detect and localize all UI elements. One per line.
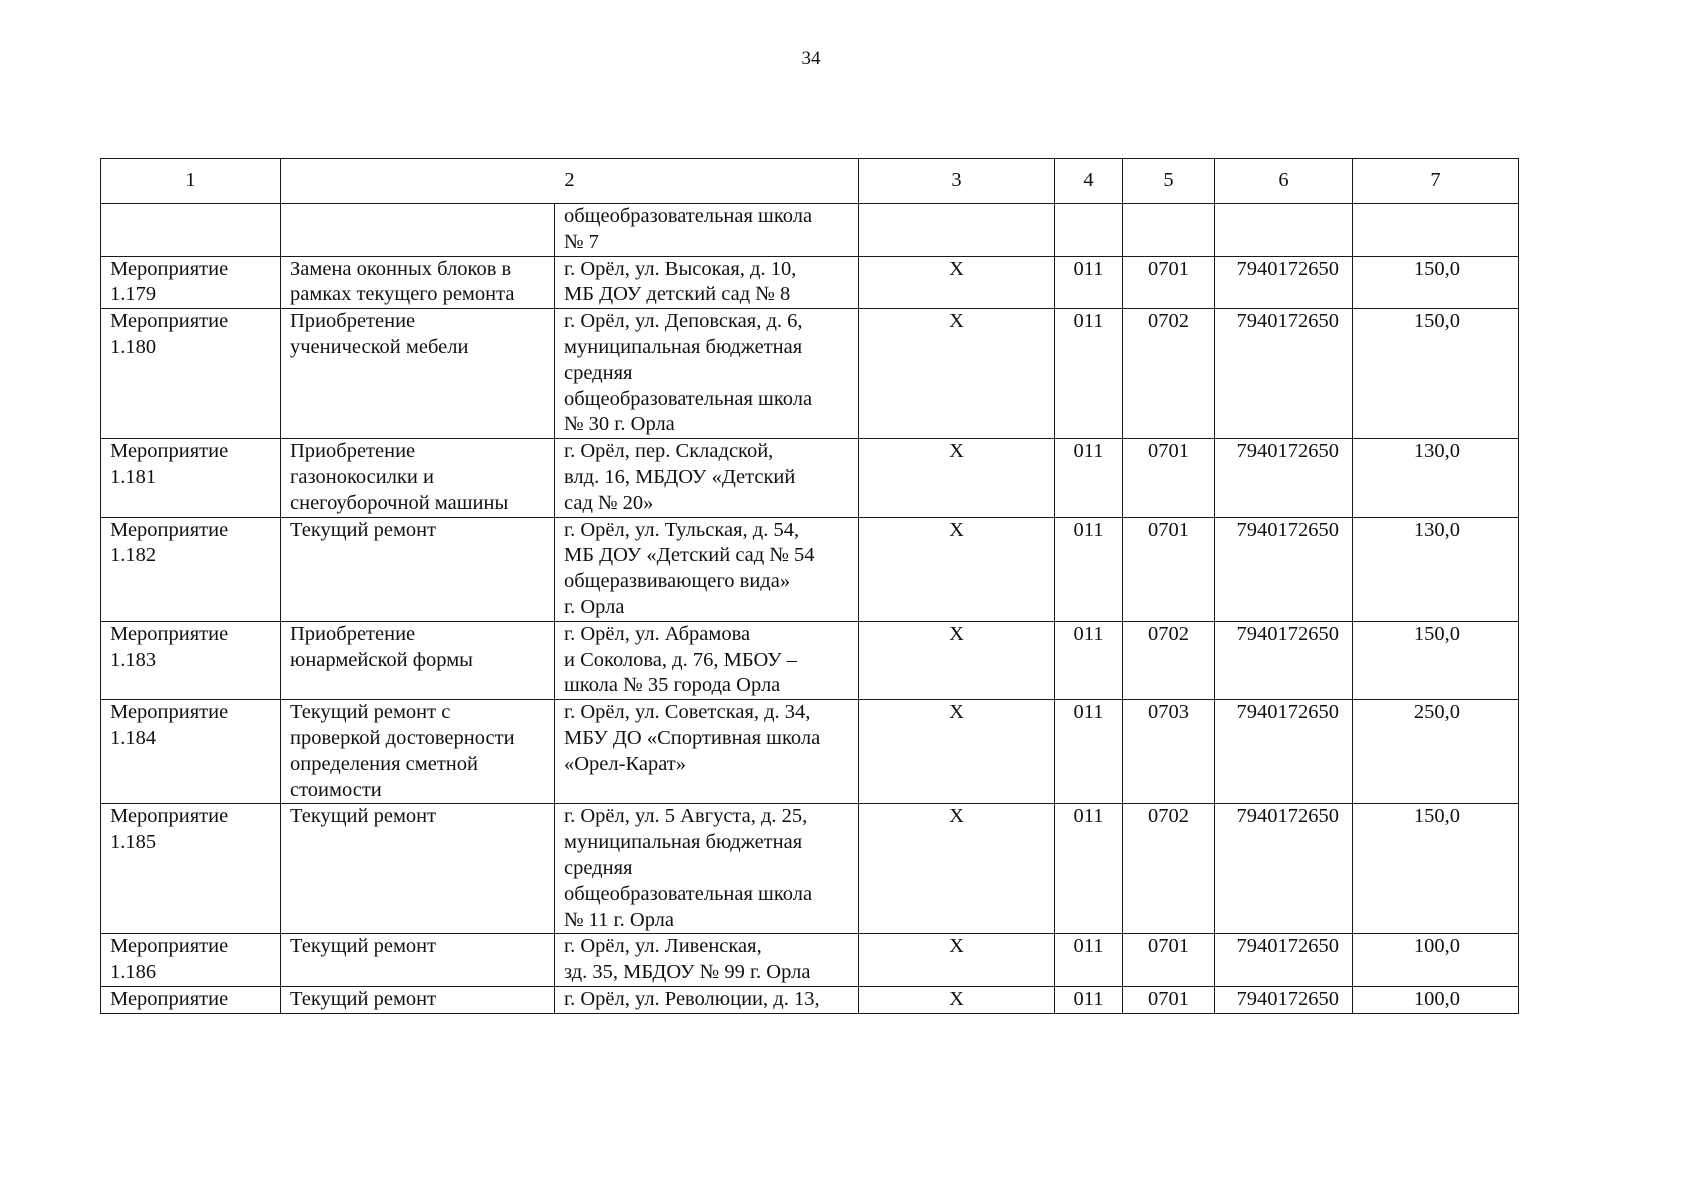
- cell-col6-text: 7940172650: [1236, 257, 1339, 280]
- cell-name: [281, 804, 555, 934]
- cell-col7-text: 130,0: [1413, 518, 1460, 541]
- cell-address-text: г. Орёл, ул. Советская, д. 34, МБУ ДО «Спортивная школа «Орел-Карат»: [564, 701, 821, 775]
- cell-event-text: Мероприятие 1.182: [110, 518, 229, 567]
- cell-address-text: г. Орёл, ул. Тульская, д. 54, МБ ДОУ «Детский сад № 54 общеразвивающего вида» г. Орла: [564, 518, 815, 618]
- cell-col6: [1215, 804, 1353, 934]
- cell-col6: [1215, 256, 1353, 309]
- cell-col4: [1055, 204, 1123, 257]
- cell-col6: [1215, 439, 1353, 517]
- cell-name-text: Текущий ремонт: [290, 935, 437, 958]
- cell-event: [101, 517, 281, 621]
- column-header-3: 3: [859, 159, 1055, 204]
- cell-name-text: Текущий ремонт: [290, 805, 437, 828]
- cell-col5-text: 0701: [1148, 257, 1189, 280]
- cell-col5: [1123, 934, 1215, 987]
- cell-event-text: Мероприятие 1.181: [110, 440, 229, 488]
- cell-col6: [1215, 934, 1353, 987]
- cell-col6-text: 7940172650: [1236, 440, 1339, 463]
- cell-address-text: г. Орёл, ул. 5 Августа, д. 25, муниципальная бюджетная средняя общеобразовательная школа № 11 г. Орла: [564, 805, 813, 931]
- cell-address-text: г. Орёл, ул. Ливенская, зд. 35, МБДОУ № 99 г. Орла: [564, 935, 811, 984]
- cell-col3-text: Х: [949, 805, 964, 828]
- cell-col3: [859, 934, 1055, 987]
- column-header-2: 2: [281, 159, 859, 204]
- cell-col7-text: 250,0: [1413, 701, 1460, 724]
- cell-event-text: Мероприятие 1.186: [110, 935, 229, 984]
- cell-col3: [859, 517, 1055, 621]
- cell-name: [281, 517, 555, 621]
- cell-col6-text: 7940172650: [1236, 987, 1339, 1010]
- cell-col7: [1353, 309, 1519, 439]
- cell-col3: [859, 439, 1055, 517]
- cell-address: [555, 621, 859, 699]
- cell-col4: [1055, 934, 1123, 987]
- cell-name: [281, 700, 555, 804]
- cell-col7: [1353, 204, 1519, 257]
- cell-col7-text: 130,0: [1413, 440, 1460, 463]
- cell-col5: [1123, 204, 1215, 257]
- cell-event-text: Мероприятие 1.179: [110, 257, 229, 306]
- table-row: [101, 439, 1519, 517]
- cell-event: [101, 700, 281, 804]
- cell-name-text: Приобретение ученической мебели: [290, 310, 469, 358]
- cell-address-text: г. Орёл, пер. Складской, влд. 16, МБДОУ «Детский сад № 20»: [564, 440, 796, 514]
- cell-address: [555, 517, 859, 621]
- cell-event: [101, 986, 281, 1013]
- cell-name: [281, 309, 555, 439]
- cell-col6-text: 7940172650: [1236, 935, 1339, 958]
- cell-col6: [1215, 986, 1353, 1013]
- cell-event-text: Мероприятие 1.185: [110, 805, 229, 854]
- cell-col4: [1055, 700, 1123, 804]
- cell-address: [555, 309, 859, 439]
- column-header-4: 4: [1055, 159, 1123, 204]
- cell-event: [101, 309, 281, 439]
- table-row-continuation: [101, 204, 1519, 257]
- cell-name: [281, 621, 555, 699]
- cell-name-text: Текущий ремонт: [290, 987, 437, 1010]
- cell-event: [101, 256, 281, 309]
- cell-address-text: общеобразовательная школа № 7: [564, 205, 813, 253]
- cell-col4-text: 011: [1073, 310, 1104, 333]
- cell-event-text: Мероприятие 1.180: [110, 310, 229, 358]
- cell-col4-text: 011: [1073, 440, 1104, 463]
- cell-col6-text: 7940172650: [1236, 310, 1339, 333]
- cell-address: [555, 256, 859, 309]
- cell-col3-text: Х: [949, 518, 964, 541]
- table-row: [101, 621, 1519, 699]
- column-header-1: 1: [101, 159, 281, 204]
- cell-col7-text: 150,0: [1413, 310, 1460, 333]
- cell-col4: [1055, 804, 1123, 934]
- cell-col4-text: 011: [1073, 701, 1104, 724]
- cell-col3-text: Х: [949, 310, 964, 333]
- cell-col3: [859, 804, 1055, 934]
- cell-col3-text: Х: [949, 701, 964, 724]
- cell-col3-text: Х: [949, 622, 964, 645]
- cell-col4: [1055, 621, 1123, 699]
- table-row: [101, 934, 1519, 987]
- cell-name-text: Приобретение газонокосилки и снегоуборочной машины: [290, 440, 509, 514]
- cell-col5-text: 0703: [1148, 701, 1189, 724]
- cell-col7: [1353, 934, 1519, 987]
- cell-col3: [859, 621, 1055, 699]
- cell-col4-text: 011: [1073, 622, 1104, 645]
- cell-event: [101, 439, 281, 517]
- cell-event-text: Мероприятие: [110, 987, 229, 1010]
- cell-col4: [1055, 517, 1123, 621]
- cell-event: [101, 804, 281, 934]
- cell-col4-text: 011: [1073, 518, 1104, 541]
- cell-col7: [1353, 256, 1519, 309]
- cell-address: [555, 700, 859, 804]
- budget-table: [100, 158, 1519, 1014]
- cell-col4-text: 011: [1073, 935, 1104, 958]
- cell-col6: [1215, 204, 1353, 257]
- column-header-6: 6: [1215, 159, 1353, 204]
- cell-col5: [1123, 986, 1215, 1013]
- cell-event: [101, 621, 281, 699]
- cell-event: [101, 934, 281, 987]
- cell-col6-text: 7940172650: [1236, 518, 1339, 541]
- cell-col5: [1123, 256, 1215, 309]
- cell-name: [281, 256, 555, 309]
- cell-address-text: г. Орёл, ул. Высокая, д. 10, МБ ДОУ детский сад № 8: [564, 257, 797, 306]
- cell-col6-text: 7940172650: [1236, 805, 1339, 828]
- cell-address: [555, 934, 859, 987]
- cell-col3-text: Х: [949, 935, 964, 958]
- cell-col5: [1123, 517, 1215, 621]
- cell-address: [555, 439, 859, 517]
- cell-col5-text: 0701: [1148, 518, 1189, 541]
- cell-col6-text: 7940172650: [1236, 622, 1339, 645]
- cell-col4: [1055, 309, 1123, 439]
- table-row: [101, 517, 1519, 621]
- cell-col5: [1123, 439, 1215, 517]
- cell-col7: [1353, 621, 1519, 699]
- cell-col4-text: 011: [1073, 987, 1104, 1010]
- cell-address-text: г. Орёл, ул. Революции, д. 13,: [564, 987, 820, 1010]
- cell-col3: [859, 986, 1055, 1013]
- cell-col5-text: 0702: [1148, 310, 1189, 333]
- cell-col4-text: 011: [1073, 257, 1104, 280]
- cell-col5-text: 0701: [1148, 440, 1189, 463]
- table-row: [101, 309, 1519, 439]
- table-header-row: [101, 159, 1519, 204]
- cell-col7-text: 150,0: [1413, 622, 1460, 645]
- cell-address: [555, 204, 859, 257]
- cell-col7-text: 150,0: [1413, 805, 1460, 828]
- cell-col7-text: 100,0: [1413, 935, 1460, 958]
- cell-col5-text: 0701: [1148, 935, 1189, 958]
- cell-col4: [1055, 439, 1123, 517]
- cell-col3: [859, 309, 1055, 439]
- cell-col5: [1123, 804, 1215, 934]
- cell-name: [281, 986, 555, 1013]
- cell-event-text: Мероприятие 1.184: [110, 701, 229, 749]
- table-row: [101, 700, 1519, 804]
- cell-col3-text: Х: [949, 987, 964, 1010]
- cell-address: [555, 804, 859, 934]
- cell-col7-text: 100,0: [1413, 987, 1460, 1010]
- cell-address: [555, 986, 859, 1013]
- cell-col5-text: 0702: [1148, 622, 1189, 645]
- cell-col6: [1215, 517, 1353, 621]
- cell-name: [281, 934, 555, 987]
- cell-event-text: Мероприятие 1.183: [110, 622, 229, 671]
- column-header-5: 5: [1123, 159, 1215, 204]
- column-header-7: 7: [1353, 159, 1519, 204]
- cell-col3: [859, 256, 1055, 309]
- table-row: [101, 256, 1519, 309]
- cell-col3: [859, 700, 1055, 804]
- cell-col4-text: 011: [1073, 805, 1104, 828]
- cell-col4: [1055, 986, 1123, 1013]
- cell-name-text: Замена оконных блоков в рамках текущего ремонта: [290, 257, 515, 306]
- cell-address-text: г. Орёл, ул. Абрамова и Соколова, д. 76, МБОУ – школа № 35 города Орла: [564, 622, 797, 697]
- cell-col7: [1353, 804, 1519, 934]
- cell-name-text: Приобретение юнармейской формы: [290, 622, 473, 671]
- cell-col6: [1215, 309, 1353, 439]
- cell-col6-text: 7940172650: [1236, 701, 1339, 724]
- cell-name: [281, 204, 555, 257]
- cell-name-text: Текущий ремонт с проверкой достоверности определения сметной стоимости: [290, 701, 515, 801]
- cell-name-text: Текущий ремонт: [290, 518, 437, 541]
- cell-col6: [1215, 621, 1353, 699]
- cell-col3: [859, 204, 1055, 257]
- cell-col3-text: Х: [949, 257, 964, 280]
- cell-col7-text: 150,0: [1413, 257, 1460, 280]
- table-row: [101, 986, 1519, 1013]
- cell-col5-text: 0701: [1148, 987, 1189, 1010]
- cell-col5-text: 0702: [1148, 805, 1189, 828]
- cell-col7: [1353, 986, 1519, 1013]
- page-number: 34: [801, 48, 821, 69]
- cell-col5: [1123, 309, 1215, 439]
- cell-address-text: г. Орёл, ул. Деповская, д. 6, муниципальная бюджетная средняя общеобразовательная школа № 30 г. Орла: [564, 310, 813, 436]
- cell-col7: [1353, 700, 1519, 804]
- cell-col6: [1215, 700, 1353, 804]
- cell-col7: [1353, 517, 1519, 621]
- cell-name: [281, 439, 555, 517]
- cell-col4: [1055, 256, 1123, 309]
- cell-col5: [1123, 621, 1215, 699]
- cell-event: [101, 204, 281, 257]
- table-row: [101, 804, 1519, 934]
- cell-col5: [1123, 700, 1215, 804]
- cell-col7: [1353, 439, 1519, 517]
- cell-col3-text: Х: [949, 440, 964, 463]
